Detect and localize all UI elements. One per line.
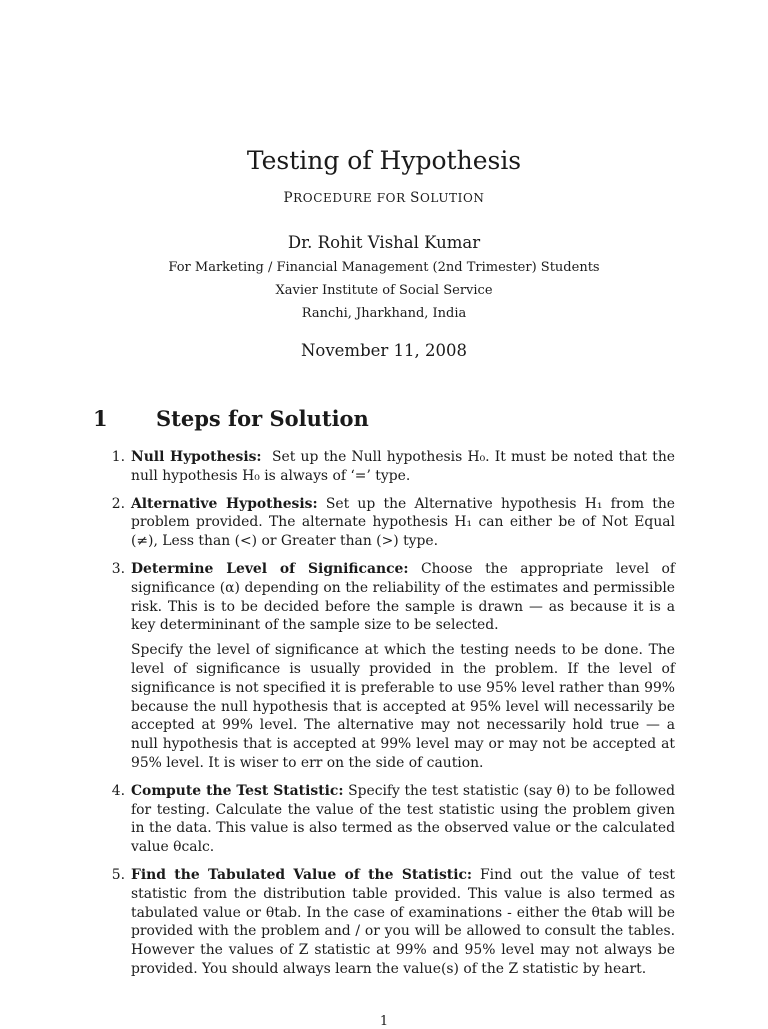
- section-title: Steps for Solution: [156, 406, 369, 431]
- step-number: 4.: [111, 782, 125, 799]
- step-number: 1.: [111, 449, 125, 465]
- section-number: 1: [93, 406, 108, 431]
- step-level-of-significance: [105, 560, 675, 773]
- step-title: Determine Level of Significance:: [131, 560, 409, 577]
- subtitle-initial-s: S: [410, 190, 420, 206]
- author-name: Dr. Rohit Vishal Kumar: [287, 233, 481, 252]
- step-null-hypothesis: [105, 448, 675, 486]
- step-text: Specify the test statistic (say θ) to be followed for testing. Calculate the value of the test statistic using the problem given in the data. This value is also termed as the observed value or the calculated value θcalc.: [131, 782, 675, 856]
- step-title: Find the Tabulated Value of the Statistic:: [131, 866, 473, 883]
- affiliation-line-1: For Marketing / Financial Management (2nd Trimester) Students: [168, 260, 600, 275]
- subtitle-initial-p: P: [283, 190, 294, 206]
- document-subtitle: [0, 190, 768, 206]
- step-paragraph: [131, 560, 675, 635]
- step-paragraph: Specify the level of significance at which the testing needs to be done. The level of significance is usually provided in the problem. If the level of significance is not specified it is preferable to use 95% level rather than 99% because the null hypothesis that is accepted at 95% level will necessarily be accepted at 99% level. The alternative may not necessarily hold true — a null hypothesis that is accepted at 99% level may or may not be accepted at 95% level. It is wiser to err on the side of caution.: [131, 642, 675, 771]
- document-date: November 11, 2008: [300, 341, 468, 360]
- affiliation-line-3: Ranchi, Jharkhand, India: [301, 306, 467, 321]
- step-paragraph: [131, 495, 675, 551]
- step-number: 3.: [111, 560, 125, 577]
- step-paragraph: [131, 782, 675, 857]
- affiliation-line-2: Xavier Institute of Social Service: [275, 283, 493, 298]
- section-heading: [93, 404, 369, 434]
- steps-list: [105, 448, 675, 988]
- step-tabulated-value: [105, 866, 675, 979]
- step-paragraph: [131, 866, 675, 979]
- step-title: Alternative Hypothesis:: [131, 495, 318, 512]
- step-number: 5.: [111, 866, 125, 883]
- page-number: 1: [379, 1014, 389, 1029]
- subtitle-part-2: OLUTION: [419, 191, 485, 205]
- step-text: Find out the value of test statistic from the distribution table provided. This value is also termed as tabulated value or θtab. In the case of examinations - either the θtab will be provided with the problem and / or you will be allowed to consult the tables. However the values of Z statistic at 99% and 95% level may not always be provided. You should always learn the value(s) of the Z statistic by heart.: [131, 866, 675, 977]
- document-title: Testing of Hypothesis: [246, 146, 522, 175]
- step-title: Null Hypothesis:: [131, 449, 262, 465]
- step-title: Compute the Test Statistic:: [131, 782, 344, 799]
- step-number: 2.: [111, 495, 125, 512]
- step-text: Set up the Null hypothesis H₀. It must be noted that the null hypothesis H₀ is always of ‘=’ type.: [131, 449, 675, 484]
- step-text: Choose the appropriate level of significance (α) depending on the reliability of the estimates and permissible risk. This is to be decided before the sample is drawn — as because it is a key determininant of the sample size to be selected.: [131, 560, 675, 634]
- step-alternative-hypothesis: [105, 495, 675, 551]
- subtitle-part-1: ROCEDURE FOR: [293, 191, 411, 205]
- step-compute-test-statistic: [105, 782, 675, 857]
- step-text: Set up the Alternative hypothesis H₁ from the problem provided. The alternate hypothesis H₁ can either be of Not Equal (≠), Less than (<) or Greater than (>) type.: [131, 495, 675, 550]
- step-paragraph: [131, 448, 675, 486]
